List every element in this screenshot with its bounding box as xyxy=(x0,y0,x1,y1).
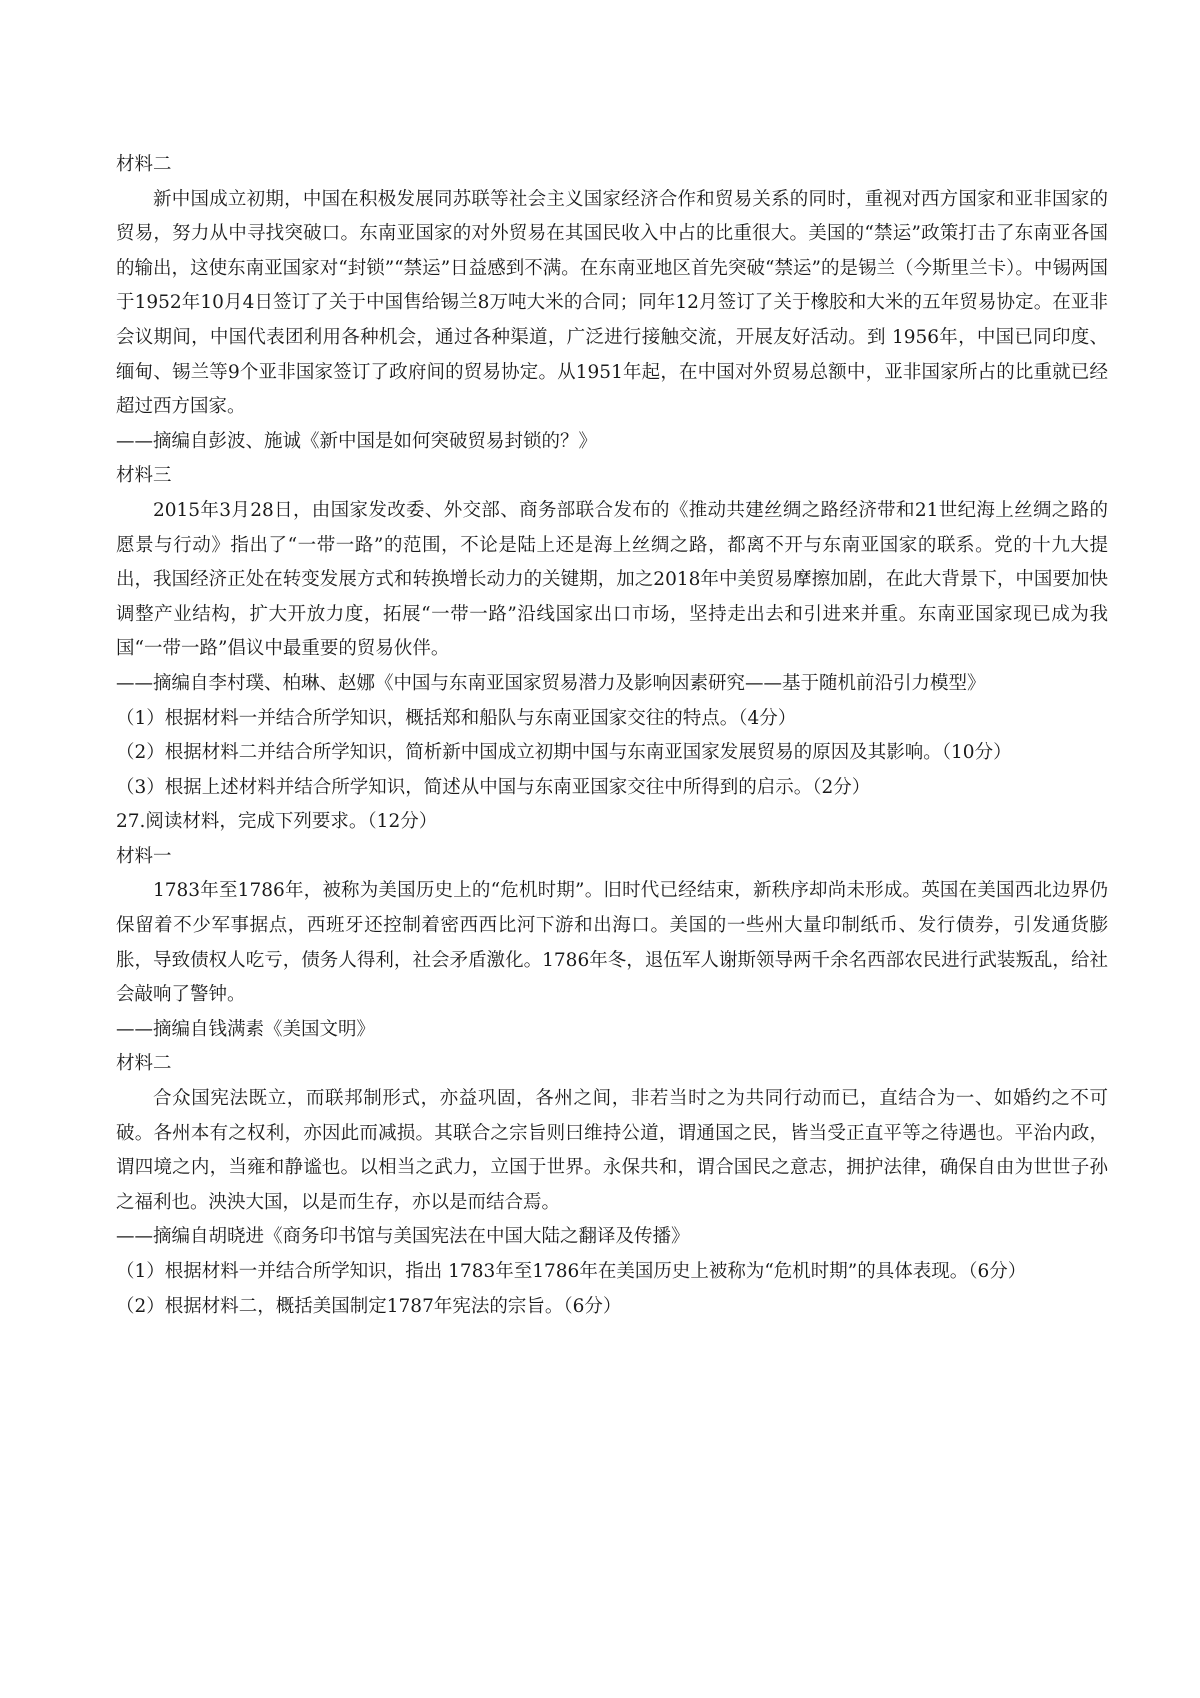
material-heading: 材料三 xyxy=(116,465,172,487)
question-item: （2）根据材料二并结合所学知识，简析新中国成立初期中国与东南亚国家发展贸易的原因及其影响。（10分） xyxy=(116,742,1012,764)
material-source: ——摘编自李村璞、柏琳、赵娜《中国与东南亚国家贸易潜力及影响因素研究——基于随机前沿引力模型》 xyxy=(116,672,986,694)
question-item: （2）根据材料二，概括美国制定1787年宪法的宗旨。（6分） xyxy=(116,1295,622,1317)
question-title: 27.阅读材料，完成下列要求。（12分） xyxy=(116,811,438,833)
material-source: ——摘编自彭波、施诚《新中国是如何突破贸易封锁的？》 xyxy=(116,430,598,452)
material-heading: 材料一 xyxy=(116,845,172,867)
material-source: ——摘编自胡晓进《商务印书馆与美国宪法在中国大陆之翻译及传播》 xyxy=(116,1226,690,1248)
material-source: ——摘编自钱满素《美国文明》 xyxy=(116,1018,376,1040)
material-paragraph: 新中国成立初期，中国在积极发展同苏联等社会主义国家经济合作和贸易关系的同时，重视对西方国家和亚非国家的贸易，努力从中寻找突破口。东南亚国家的对外贸易在其国民收入中占的比重很大。美国的“禁运”政策打击了东南亚各国的输出，这使东南亚国家对“封锁”“禁运”日益感到不满。在东南亚地区首先突破“禁运”的是锡兰（今斯里兰卡）。中锡两国于1952年10月4日签订了关于中国售给锡兰8万吨大米的合同；同年12月签订了关于橡胶和大米的五年贸易协定。在亚非会议期间，中国代表团利用各种机会，通过各种渠道，广泛进行接触交流，开展友好活动。到 1956年，中国已同印度、缅甸、锡兰等9个亚非国家签订了政府间的贸易协定。从1951年起，在中国对外贸易总额中，亚非国家所占的比重就已经超过西方国家。 xyxy=(116,188,1108,418)
question-item: （3）根据上述材料并结合所学知识，简述从中国与东南亚国家交往中所得到的启示。（2分） xyxy=(116,776,871,798)
question-item: （1）根据材料一并结合所学知识，指出 1783年至1786年在美国历史上被称为“危机时期”的具体表现。（6分） xyxy=(116,1261,1027,1282)
question-item: （1）根据材料一并结合所学知识，概括郑和船队与东南亚国家交往的特点。（4分） xyxy=(116,707,797,729)
exam-page xyxy=(116,148,1108,1324)
material-paragraph: 合众国宪法既立，而联邦制形式，亦益巩固，各州之间，非若当时之为共同行动而已，直结合为一、如婚约之不可破。各州本有之权利，亦因此而减损。其联合之宗旨则曰维持公道，谓通国之民，皆当受正直平等之待遇也。平治内政，谓四境之内，当雍和静谧也。以相当之武力，立国于世界。永保共和，谓合国民之意志，拥护法律，确保自由为世世子孙之福利也。泱泱大国，以是而生存，亦以是而结合焉。 xyxy=(116,1088,1108,1213)
material-paragraph: 1783年至1786年，被称为美国历史上的“危机时期”。旧时代已经结束，新秩序却尚未形成。英国在美国西北边界仍保留着不少军事据点，西班牙还控制着密西西比河下游和出海口。美国的一些州大量印制纸币、发行债券，引发通货膨胀，导致债权人吃亏，债务人得利，社会矛盾激化。1786年冬，退伍军人谢斯领导两千余名西部农民进行武装叛乱，给社会敲响了警钟。 xyxy=(116,880,1108,1006)
material-paragraph: 2015年3月28日，由国家发改委、外交部、商务部联合发布的《推动共建丝绸之路经济带和21世纪海上丝绸之路的愿景与行动》指出了“一带一路”的范围，不论是陆上还是海上丝绸之路，都离不开与东南亚国家的联系。党的十九大提出，我国经济正处在转变发展方式和转换增长动力的关键期，加之2018年中美贸易摩擦加剧，在此大背景下，中国要加快调整产业结构，扩大开放力度，拓展“一带一路”沿线国家出口市场，坚持走出去和引进来并重。东南亚国家现已成为我国“一带一路”倡议中最重要的贸易伙伴。 xyxy=(116,499,1108,660)
material-heading: 材料二 xyxy=(116,1053,172,1075)
material-heading: 材料二 xyxy=(116,154,172,175)
